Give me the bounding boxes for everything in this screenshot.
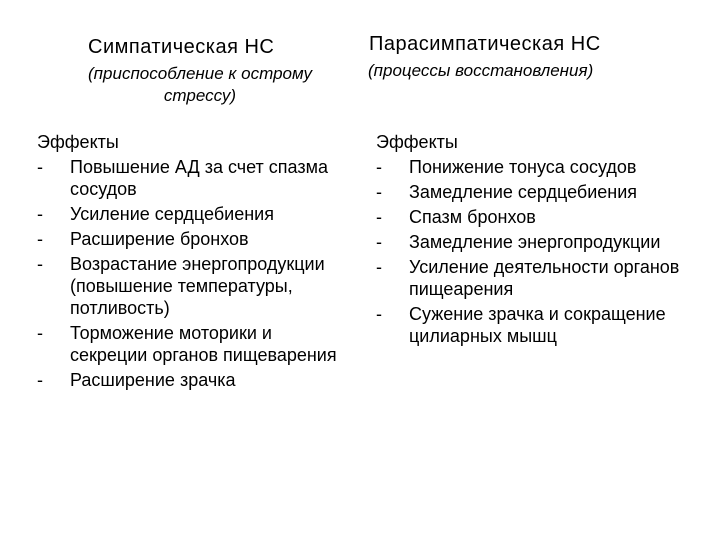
bullet-dash: - [376, 207, 382, 227]
bullet-dash: - [376, 232, 382, 252]
effect-item [376, 206, 686, 228]
bullet-dash: - [37, 204, 43, 224]
bullet-dash: - [376, 157, 382, 177]
effect-text: Замедление энергопродукции [409, 232, 661, 252]
effect-item [37, 203, 337, 225]
effect-text: Возрастание энергопродукции (повышение температуры, потливость) [70, 254, 325, 318]
effect-text: Усиление сердцебиения [70, 204, 274, 224]
sympathetic-title: Симпатическая НС [88, 36, 275, 58]
effect-item [37, 322, 337, 366]
bullet-dash: - [37, 323, 43, 343]
bullet-dash: - [376, 257, 382, 277]
effect-item [37, 156, 337, 200]
bullet-dash: - [376, 182, 382, 202]
effect-text: Спазм бронхов [409, 207, 536, 227]
bullet-dash: - [376, 304, 382, 324]
effect-item [37, 253, 337, 319]
effect-text: Расширение зрачка [70, 370, 236, 390]
sympathetic-subtitle: (приспособление к острому стрессу) [88, 64, 312, 105]
effect-item [376, 256, 686, 300]
effect-item [376, 181, 686, 203]
sympathetic-effects-list [37, 156, 337, 391]
effect-text: Усиление деятельности органов пищеарения [409, 257, 680, 299]
bullet-dash: - [37, 370, 43, 390]
effect-item [376, 303, 686, 347]
effect-text: Сужение зрачка и сокращение цилиарных мышц [409, 304, 666, 346]
effect-text: Расширение бронхов [70, 229, 249, 249]
effect-text: Понижение тонуса сосудов [409, 157, 637, 177]
parasympathetic-title: Парасимпатическая НС [369, 33, 601, 55]
effect-item [37, 369, 337, 391]
sympathetic-effects-heading: Эффекты [37, 132, 119, 152]
parasympathetic-subtitle: (процессы восстановления) [368, 61, 594, 80]
effect-item [37, 228, 337, 250]
effect-item [376, 156, 686, 178]
effect-text: Замедление сердцебиения [409, 182, 638, 202]
bullet-dash: - [37, 254, 43, 274]
bullet-dash: - [37, 229, 43, 249]
bullet-dash: - [37, 157, 43, 177]
effect-text: Повышение АД за счет спазма сосудов [70, 157, 328, 199]
parasympathetic-effects-list [376, 156, 686, 347]
effect-item [376, 231, 686, 253]
parasympathetic-effects-heading: Эффекты [376, 132, 458, 152]
effect-text: Торможение моторики и секреции органов пищеварения [70, 323, 337, 365]
